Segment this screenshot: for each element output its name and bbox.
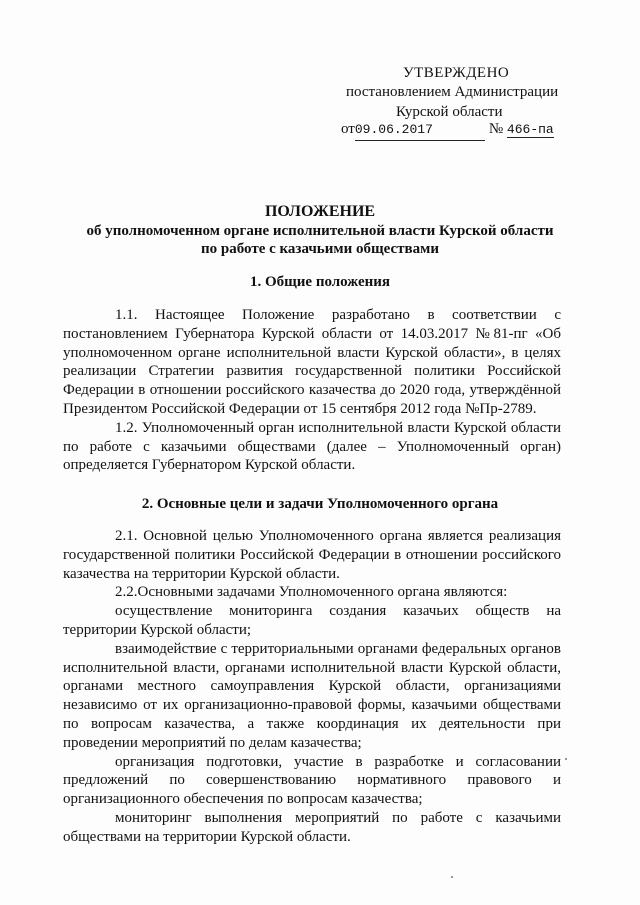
section1-heading: 1. Общие положения: [249, 274, 391, 290]
paragraph-2-2: 2.2.Основными задачами Уполномоченного органа являются:: [115, 584, 508, 601]
task-preparation: организация подготовки, участие в разработке и согласовании предложений по совершенствованию нормативного правового и организационного обеспечения по вопросам казачества;: [63, 753, 561, 808]
paragraph-2-1: 2.1. Основной целью Уполномоченного органа является реализация государственной политики Российской Федерации в отношении российского казачества на территории Курской области.: [63, 528, 561, 582]
paragraph-1-2: 1.2. Уполномоченный орган исполнительной власти Курской области по работе с казачьими обществами (далее – Уполномоченный орган) определяется Губернатором Курской области.: [63, 419, 561, 474]
paragraph-1-1: 1.1. Настоящее Положение разработано в соответствии с постановлением Губернатора Курской области от 14.03.2017 №81-пг «Об уполномоченном органе исполнительной власти Курской области», в целях реализации Стратегии развития государственной политики Российской Федерации в отношении российского казачества до 2020 года, утверждённой Президентом Российской Федерации от 15 сентября 2012 года №Пр-2789.: [63, 307, 561, 417]
section2-body: [63, 527, 561, 847]
number-prefix: №: [488, 121, 504, 137]
task-monitoring-creation: осуществление мониторинга создания казачьих обществ на территории Курской области;: [63, 603, 561, 638]
approval-number: 466-па: [506, 122, 554, 137]
task-interaction: взаимодействие с территориальными органами федеральных органов исполнительной власти, органами исполнительной власти Курской области, органами местного самоуправления Курской области, организациями независимо от их организационно-правовой формы, казачьими обществами по вопросам казачества, а также координация их деятельности при проведении мероприятий по делам казачества;: [63, 640, 561, 751]
scan-speck: [565, 758, 567, 760]
date-prefix: от: [341, 121, 355, 137]
section1-body: [63, 306, 561, 475]
approval-region: Курской области: [396, 104, 503, 120]
section2-heading: 2. Основные цели и задачи Уполномоченного органа: [141, 496, 499, 512]
scan-speck: [451, 876, 453, 878]
document-subtitle-line2: по работе с казачьими обществами: [200, 241, 439, 257]
approval-date-number: [341, 119, 554, 141]
approval-issuer: постановлением Администрации: [346, 84, 559, 100]
approval-title: УТВЕРЖДЕНО: [403, 65, 510, 81]
approval-date: 09.06.2017: [355, 120, 485, 141]
document-title: ПОЛОЖЕНИЕ: [264, 203, 376, 220]
document-subtitle-line1: об уполномоченном органе исполнительной власти Курской области: [86, 223, 554, 239]
task-monitoring-events: мониторинг выполнения мероприятий по работе с казачьими обществами на территории Курской области.: [63, 809, 561, 845]
